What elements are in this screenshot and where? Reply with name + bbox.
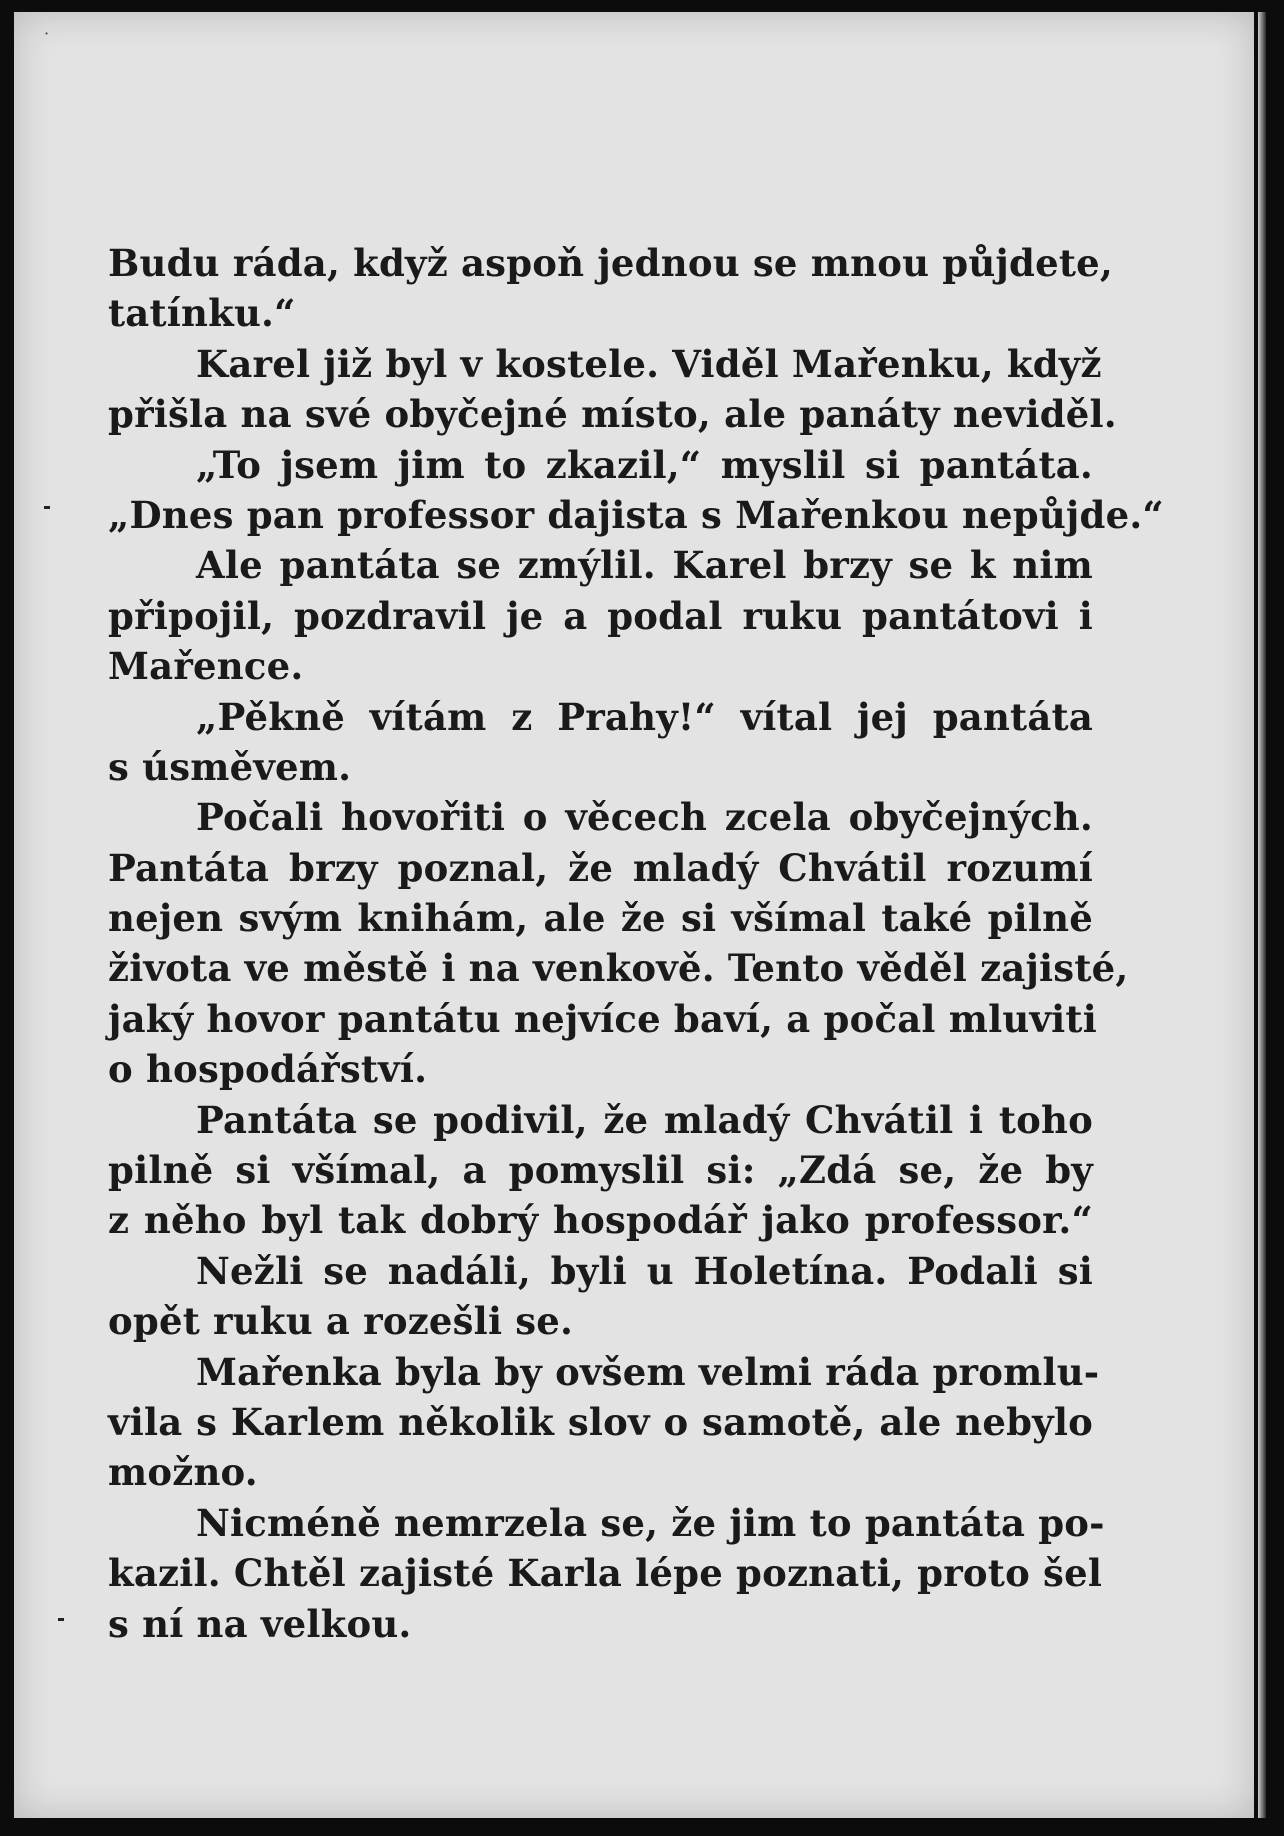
text-line: o hospodářství. (108, 1047, 428, 1092)
text-line: Pantáta se podivil, že mladý Chvátil i toho (196, 1097, 1093, 1142)
text-line: Počali hovořiti o věcech zcela obyčejných. (196, 795, 1093, 840)
text-line: Ale pantáta se zmýlil. Karel brzy se k nim (196, 543, 1093, 588)
text-line: pilně si všímal, a pomyslil si: „Zdá se, že by (108, 1148, 1093, 1193)
page-corner-mark: · (44, 24, 50, 43)
text-line: „To jsem jim to zkazil,“ myslil si pantáta. (196, 442, 1093, 487)
text-line: kazil. Chtěl zajisté Karla lépe poznati, proto šel (108, 1551, 1103, 1596)
text-line: přišla na své obyčejné místo, ale panáty neviděl. (108, 392, 1117, 437)
page-text (108, 238, 1164, 1649)
text-line: z něho byl tak dobrý hospodář jako professor.“ (108, 1198, 1093, 1243)
text-line: připojil, pozdravil je a podal ruku pantátovi i (108, 593, 1093, 638)
text-line: Karel již byl v kostele. Viděl Mařenku, když (196, 341, 1102, 386)
text-line: „Pěkně vítám z Prahy!“ vítal jej pantáta (196, 694, 1093, 739)
text-line: vila s Karlem několik slov o samotě, ale nebylo (108, 1399, 1093, 1444)
margin-mark (58, 1618, 64, 1621)
text-line: Budu ráda, když aspoň jednou se mnou půjdete, (108, 241, 1113, 285)
text-line: Nicméně nemrzela se, že jim to pantáta po- (196, 1500, 1105, 1545)
text-line: Mařenka byla by ovšem velmi ráda promlu- (196, 1349, 1100, 1394)
margin-mark (44, 506, 50, 509)
text-line: možno. (108, 1450, 258, 1495)
text-line: nejen svým knihám, ale že si všímal také pilně (108, 896, 1093, 941)
text-line: „Dnes pan professor dajista s Mařenkou nepůjde.“ (108, 492, 1164, 537)
text-line: Pantáta brzy poznal, že mladý Chvátil rozumí (108, 845, 1093, 890)
text-line: s ní na velkou. (108, 1601, 412, 1646)
text-line: Nežli se nadáli, byli u Holetína. Podali si (196, 1248, 1093, 1293)
page-edge-shadow (1258, 12, 1266, 1818)
text-line: jaký hovor pantátu nejvíce baví, a počal mluviti (108, 996, 1097, 1041)
text-line: s úsměvem. (108, 744, 352, 789)
text-line: Mařence. (108, 644, 304, 689)
text-line: opět ruku a rozešli se. (108, 1299, 574, 1344)
text-line: tatínku.“ (108, 291, 296, 336)
text-line: života ve městě i na venkově. Tento věděl zajisté, (108, 946, 1129, 991)
